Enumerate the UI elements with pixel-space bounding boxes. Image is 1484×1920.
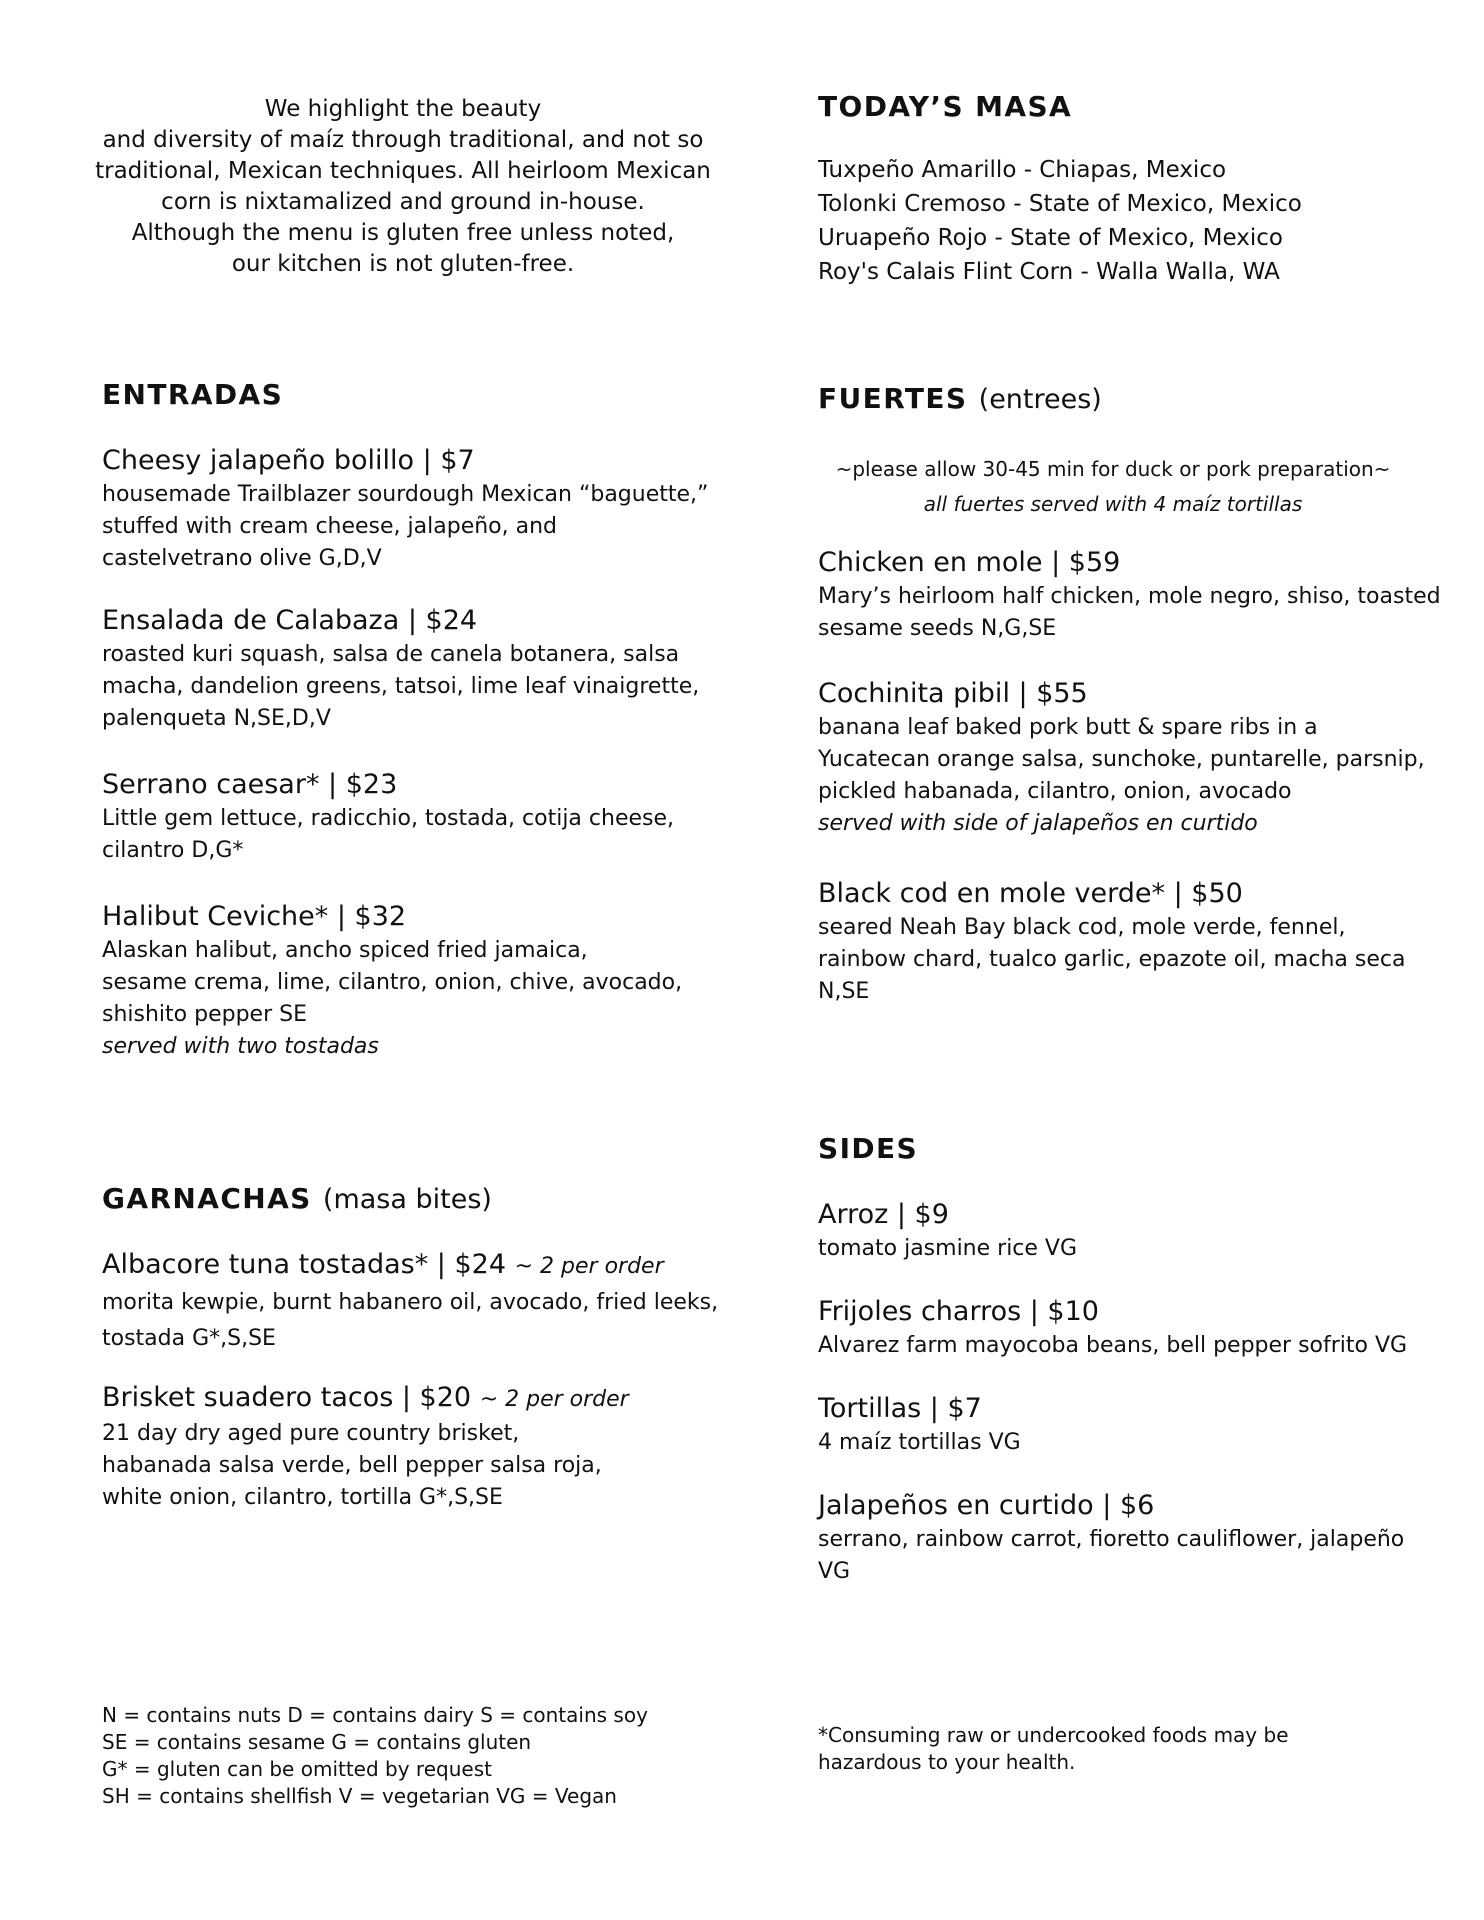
- menu-item-cochinita-pibil: [818, 676, 1425, 840]
- raw-food-disclaimer: [818, 1722, 1289, 1776]
- item-desc-line: rainbow chard, tualco garlic, epazote oil, macha seca: [818, 947, 1406, 972]
- item-title: Tortillas | $7: [818, 1393, 982, 1424]
- menu-item-ensalada: [102, 603, 699, 735]
- menu-item-chicken-mole: [818, 545, 1441, 645]
- item-title: Halibut Ceviche* | $32: [102, 901, 407, 932]
- item-desc-line: castelvetrano olive G,D,V: [102, 546, 382, 571]
- item-desc-line: pickled habanada, cilantro, onion, avocado: [818, 779, 1292, 804]
- menu-item-albacore-tostadas: [102, 1247, 718, 1357]
- item-desc-line: VG: [818, 1559, 851, 1584]
- garnachas-heading-title: GARNACHAS: [102, 1182, 312, 1215]
- item-title-note: ~ 2 per order: [514, 1254, 664, 1279]
- item-desc-line: N,SE: [818, 979, 870, 1004]
- fuertes-heading-sub: (entrees): [978, 384, 1102, 415]
- item-title: Cheesy jalapeño bolillo | $7: [102, 445, 475, 476]
- legend-line: N = contains nuts D = contains dairy S = contains soy: [102, 1703, 648, 1727]
- item-title: Serrano caesar* | $23: [102, 769, 398, 800]
- menu-item-jalapenos: [818, 1488, 1404, 1588]
- item-desc-line: Little gem lettuce, radicchio, tostada, cotija cheese,: [102, 806, 675, 831]
- masa-list: [818, 153, 1302, 289]
- intro-line: our kitchen is not gluten-free.: [231, 251, 575, 277]
- item-title: Frijoles charros | $10: [818, 1296, 1099, 1327]
- item-desc-line: habanada salsa verde, bell pepper salsa roja,: [102, 1453, 602, 1478]
- menu-item-halibut-ceviche: [102, 899, 682, 1063]
- fuertes-tortilla-note: all fuertes served with 4 maíz tortillas: [923, 492, 1303, 516]
- intro-line: corn is nixtamalized and ground in-house.: [161, 189, 645, 215]
- allergen-legend: [102, 1702, 648, 1810]
- item-desc-line: palenqueta N,SE,D,V: [102, 706, 331, 731]
- item-title: Black cod en mole verde* | $50: [818, 878, 1243, 909]
- fuertes-prep-note: ~please allow 30-45 min for duck or pork preparation~: [835, 457, 1391, 481]
- item-title: Chicken en mole | $59: [818, 547, 1121, 578]
- item-desc-line: sesame seeds N,G,SE: [818, 616, 1057, 641]
- item-title: Albacore tuna tostadas* | $24: [102, 1249, 507, 1280]
- intro-line: and diversity of maíz through traditional, and not so: [102, 127, 704, 153]
- item-desc-line: housemade Trailblazer sourdough Mexican “baguette,”: [102, 482, 709, 507]
- item-desc-line: Alvarez farm mayocoba beans, bell pepper sofrito VG: [818, 1333, 1408, 1358]
- fuertes-heading-title: FUERTES: [818, 382, 968, 415]
- item-desc-line: Alaskan halibut, ancho spiced fried jamaica,: [102, 938, 588, 963]
- item-desc-line: serrano, rainbow carrot, fioretto cauliflower, jalapeño: [818, 1527, 1405, 1552]
- entradas-heading: ENTRADAS: [102, 378, 284, 411]
- menu-item-black-cod: [818, 876, 1405, 1008]
- intro-line: traditional, Mexican techniques. All heirloom Mexican: [95, 158, 711, 184]
- disclaimer-line: *Consuming raw or undercooked foods may be: [818, 1723, 1289, 1747]
- item-title-note: ~ 2 per order: [479, 1387, 629, 1412]
- intro-line: Although the menu is gluten free unless noted,: [131, 220, 675, 246]
- item-desc-line: 4 maíz tortillas VG: [818, 1430, 1021, 1455]
- item-title: Jalapeños en curtido | $6: [818, 1490, 1155, 1521]
- item-desc-line: tostada G*,S,SE: [102, 1326, 276, 1351]
- item-desc-line: Yucatecan orange salsa, sunchoke, puntarelle, parsnip,: [818, 747, 1425, 772]
- item-title: Cochinita pibil | $55: [818, 678, 1088, 709]
- intro-line: We highlight the beauty: [264, 96, 542, 122]
- sides-heading: SIDES: [818, 1132, 919, 1165]
- legend-line: G* = gluten can be omitted by request: [102, 1757, 492, 1781]
- item-title: Arroz | $9: [818, 1199, 949, 1230]
- disclaimer-line: hazardous to your health.: [818, 1750, 1076, 1774]
- item-desc-line: tomato jasmine rice VG: [818, 1236, 1078, 1261]
- legend-line: SH = contains shellfish V = vegetarian VG = Vegan: [102, 1784, 617, 1808]
- masa-item: Tolonki Cremoso - State of Mexico, Mexico: [818, 191, 1302, 217]
- garnachas-heading-sub: (masa bites): [322, 1184, 492, 1215]
- menu-item-serrano-caesar: [102, 767, 674, 867]
- menu-item-arroz: [818, 1197, 1077, 1265]
- fuertes-notes: [818, 452, 1408, 522]
- item-desc-line: morita kewpie, burnt habanero oil, avocado, fried leeks,: [102, 1290, 719, 1315]
- item-desc-line: 21 day dry aged pure country brisket,: [102, 1421, 520, 1446]
- menu-item-brisket-tacos: [102, 1380, 629, 1514]
- item-desc-line: banana leaf baked pork butt & spare ribs in a: [818, 715, 1318, 740]
- item-title: Brisket suadero tacos | $20: [102, 1382, 472, 1413]
- masa-item: Uruapeño Rojo - State of Mexico, Mexico: [818, 225, 1283, 251]
- menu-item-frijoles: [818, 1294, 1407, 1362]
- masa-heading: TODAY’S MASA: [818, 90, 1073, 123]
- menu-item-cheesy-bolillo: [102, 443, 708, 575]
- item-title: Ensalada de Calabaza | $24: [102, 605, 478, 636]
- item-desc-line: roasted kuri squash, salsa de canela botanera, salsa: [102, 642, 680, 667]
- item-note: served with side of jalapeños en curtido: [818, 811, 1258, 836]
- fuertes-heading: [818, 382, 1102, 415]
- item-desc-line: macha, dandelion greens, tatsoi, lime leaf vinaigrette,: [102, 674, 700, 699]
- item-desc-line: Mary’s heirloom half chicken, mole negro, shiso, toasted: [818, 584, 1441, 609]
- masa-item: Roy's Calais Flint Corn - Walla Walla, WA: [818, 259, 1280, 285]
- masa-item: Tuxpeño Amarillo - Chiapas, Mexico: [818, 157, 1227, 183]
- item-desc-line: sesame crema, lime, cilantro, onion, chive, avocado,: [102, 970, 683, 995]
- garnachas-heading: [102, 1182, 492, 1215]
- item-desc-line: white onion, cilantro, tortilla G*,S,SE: [102, 1485, 503, 1510]
- item-desc-line: seared Neah Bay black cod, mole verde, fennel,: [818, 915, 1346, 940]
- intro-text: [70, 94, 736, 280]
- item-desc-line: cilantro D,G*: [102, 838, 244, 863]
- item-desc-line: shishito pepper SE: [102, 1002, 307, 1027]
- legend-line: SE = contains sesame G = contains gluten: [102, 1730, 532, 1754]
- item-desc-line: stuffed with cream cheese, jalapeño, and: [102, 514, 558, 539]
- menu-item-tortillas: [818, 1391, 1021, 1459]
- item-note: served with two tostadas: [102, 1034, 379, 1059]
